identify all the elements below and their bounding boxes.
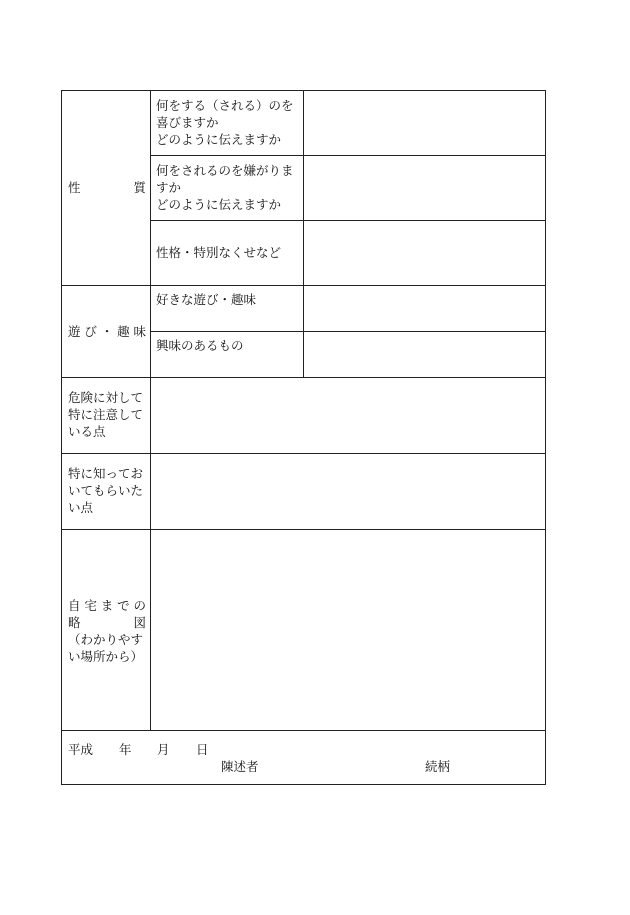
seishitsu-label-char: 性 xyxy=(68,180,81,195)
label-line: どのように伝えますか xyxy=(156,197,282,212)
label-line: （わかりやす xyxy=(68,632,144,647)
label-line: 喜びますか xyxy=(156,115,219,130)
seishitsu-label-char: 質 xyxy=(133,180,146,195)
label-line: いてもらいた xyxy=(68,483,144,498)
label-line: 何をする（される）のを xyxy=(156,98,294,113)
label-char: ま xyxy=(100,598,114,613)
shitte-input[interactable] xyxy=(151,454,545,529)
seishitsu-row-1-label xyxy=(156,97,301,148)
asobi-row-1-label xyxy=(156,291,301,308)
ryakuzu-label xyxy=(68,597,146,665)
seishitsu-row-2-input[interactable] xyxy=(304,156,545,220)
divider-ryakuzu-end xyxy=(62,730,545,731)
label-line: いる点 xyxy=(68,424,106,439)
label-line: い場所から） xyxy=(68,649,144,664)
label-char: 自 xyxy=(68,598,81,613)
label-line: すか xyxy=(156,180,182,195)
asobi-label-char: 趣 xyxy=(117,324,130,339)
ryakuzu-line-1 xyxy=(68,597,146,614)
label-char: 略 xyxy=(68,615,81,630)
asobi-label-char: 遊 xyxy=(68,324,81,339)
label-char: 宅 xyxy=(84,598,97,613)
asobi-label-char: ・ xyxy=(100,324,114,339)
seishitsu-row-2-label xyxy=(156,162,301,213)
seishitsu-row-3-input[interactable] xyxy=(304,221,545,285)
asobi-label xyxy=(68,323,146,340)
label-line: 興味のあるもの xyxy=(156,338,244,353)
asobi-label-char: 味 xyxy=(133,324,146,339)
label-char: の xyxy=(133,598,146,613)
ryakuzu-line-2 xyxy=(68,614,146,631)
label-char: で xyxy=(117,598,130,613)
shitte-label xyxy=(68,465,148,516)
asobi-label-char: び xyxy=(84,324,97,339)
footer-era: 平成 xyxy=(68,742,94,757)
footer-year: 年 xyxy=(119,742,132,757)
kiken-label xyxy=(68,389,148,440)
label-line: 性格・特別なくせなど xyxy=(156,245,282,260)
label-char: 図 xyxy=(133,615,146,630)
seishitsu-row-1-input[interactable] xyxy=(304,91,545,155)
label-line: 特に知ってお xyxy=(68,466,144,481)
label-line: 好きな遊び・趣味 xyxy=(156,292,257,307)
label-line: どのように伝えますか xyxy=(156,132,282,147)
footer-declarant-label: 陳述者 xyxy=(221,759,259,774)
footer-month: 月 xyxy=(157,742,170,757)
label-line: 特に注意して xyxy=(68,407,144,422)
label-line: 危険に対して xyxy=(68,390,144,405)
seishitsu-row-3-label xyxy=(156,244,301,261)
information-form xyxy=(61,90,546,785)
label-line: 何をされるのを嫌がりま xyxy=(156,163,294,178)
footer-relationship-label: 続柄 xyxy=(425,759,451,774)
asobi-row-2-input[interactable] xyxy=(304,332,545,377)
label-line: い点 xyxy=(68,500,94,515)
asobi-row-2-label xyxy=(156,337,301,354)
ryakuzu-map-area[interactable] xyxy=(151,530,545,730)
seishitsu-label xyxy=(68,179,146,196)
asobi-row-1-input[interactable] xyxy=(304,286,545,331)
footer-day: 日 xyxy=(196,742,209,757)
kiken-input[interactable] xyxy=(151,378,545,453)
